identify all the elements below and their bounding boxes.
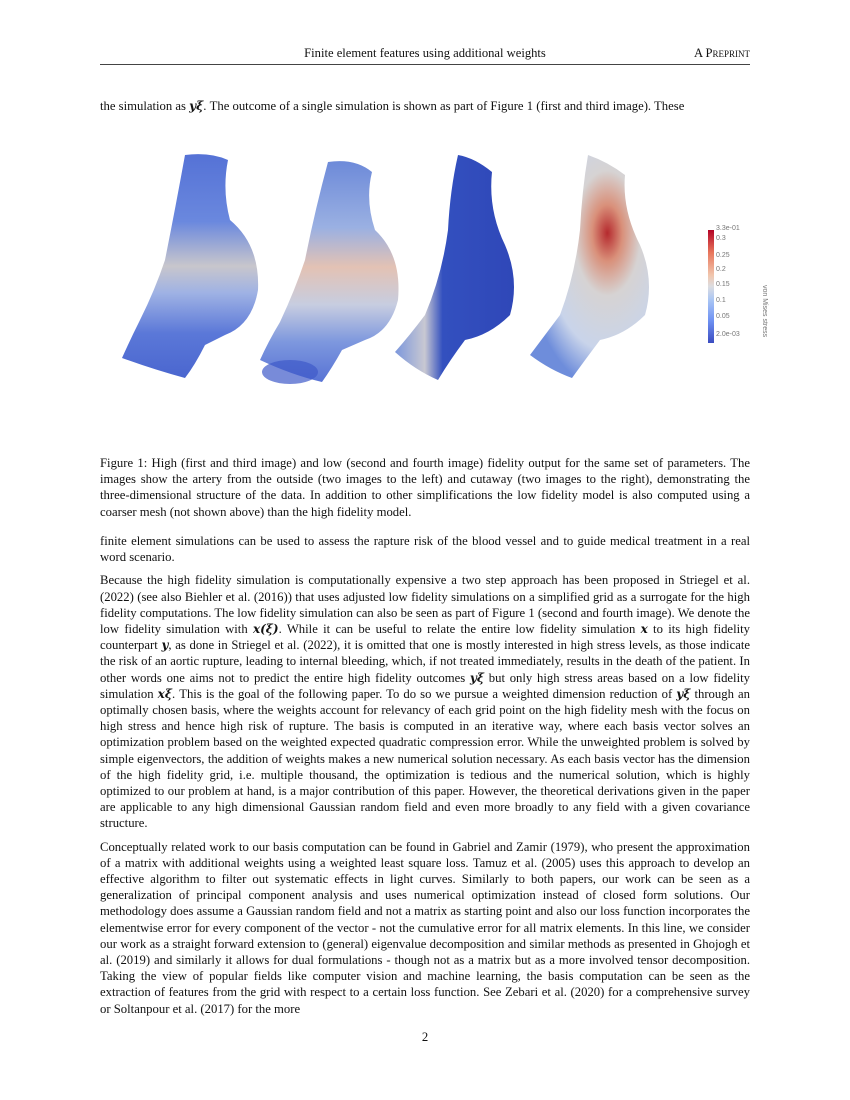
paragraph-1: finite element simulations can be used to assess the rapture risk of the blood vessel and to guide medical treatment in a real word scenario.: [100, 534, 750, 565]
panel-low-fidelity-cutaway: [530, 155, 649, 378]
colorbar-title: von Mises stress: [761, 285, 768, 338]
header-rule: [100, 64, 750, 65]
page-number: 2: [421, 1030, 429, 1044]
body-text: [100, 533, 750, 1024]
artery-renderings: [110, 150, 800, 395]
colorbar: [708, 230, 714, 343]
math-x: x: [640, 622, 648, 637]
intro-text: the simulation as: [100, 99, 190, 113]
colorbar-label: 0.25: [716, 252, 730, 259]
math-y-xi: yξ: [189, 99, 204, 113]
math-y: y: [161, 638, 169, 653]
colorbar-label: 0.2: [716, 266, 726, 273]
panel-high-fidelity-outside: [122, 154, 258, 378]
intro-line: [100, 98, 750, 114]
running-header: [100, 46, 750, 66]
p2-text: through an optimally chosen basis, where the weights account for relevancy of each grid point on the high fidelity mesh with the focus on high stress and hence high risk of rupture. The basis is computed in an iterative way, where each basis vector solves an optimization problem based on the weighted expected quadratic compression error. While the unweighted problem is solved by simple eigenvectors, the addition of weights makes a new numerical solution necessary. As each basis vector has the dimension of the high fidelity grid, i.e. multiple thousand, the optimization is tedious and the numerical solution, which is highly optimized to our problem at hand, is a major contribution of this paper. However, the theoretical derivations given in the paper are applicable to any high dimensional Gaussian random field and even more broadly to any field with a given covariance structure.: [100, 686, 750, 831]
colorbar-label: 0.1: [716, 297, 726, 304]
panel-low-fidelity-outside: [260, 161, 399, 384]
p2-text: , as done in Striegel et al. (2022), it is omitted that one is mostly interested in high stress levels, as those indicate the risk of an aortic rupture, leading to internal bleeding, which, if not treated immediately, results in the death of the patient. In other words one aims not to predict the entire high fidelity outcomes: [100, 638, 750, 685]
preprint-label: A Preprint: [693, 46, 750, 60]
colorbar-label: 0.3: [716, 235, 726, 242]
p2-text: . This is the goal of the following paper. To do so we pursue a weighted dimension reduction of: [171, 686, 677, 701]
paragraph-3: Conceptually related work to our basis computation can be found in Gabriel and Zamir (1979), who present the approximation of a matrix with additional weights using a weighted least square loss. Tamuz et al. (2005) uses this approach to develop an effective algorithm to filter out systematic effects in light curves. Similarly to both papers, our work can be seen as a generalization of principal component analysis and uses numerical optimization instead of closed form solutions. Our methodology does assume a Gaussian random field and not a matrix as starting point and also our loss function incorporates the elementwise error for every component of the vector - not the cumulative error for all matrix elements. In this line, we consider our work as a straight forward extension to (general) eigenvalue decomposition and similar methods as presented in Ghojogh et al. (2019) and similarly it allows for dual formulations - though not as a matrix but as a more involved tensor decomposition. Taking the view of popular fields like computer vision and machine learning, the basis computation can be seen as the extraction of features from the grid with respect to a certain loss function. See Zebari et al. (2020) for a comprehensive survey or Soltanpour et al. (2017) for the more: [100, 839, 750, 1016]
colorbar-label: 2.0e-03: [716, 331, 740, 338]
p2-text: Because the high fidelity simulation is computationally expensive a two step approach has been proposed in Striegel et al. (2022) (see also Biehler et al. (2016)) that uses adjusted low fidelity simulations on a simplified grid as a surrogate for the high fidelity computations. The low fidelity simulation can also be seen as part of Figure 1 (second and fourth image). We denote the low fidelity simulation with: [100, 573, 750, 637]
panel-high-fidelity-cutaway: [395, 155, 514, 380]
colorbar-label: 3.3e-01: [716, 225, 740, 232]
intro-text-cont: . The outcome of a single simulation is shown as part of Figure 1 (first and third image). These: [203, 99, 685, 113]
math-y-xi: yξ: [469, 670, 484, 685]
colorbar-label: 0.15: [716, 281, 730, 288]
colorbar-label: 0.05: [716, 313, 730, 320]
math-x-xi-fn: x(ξ): [252, 622, 279, 637]
paragraph-2: [100, 572, 750, 831]
figure-1: [110, 150, 800, 395]
p2-text: but only high stress areas based on a low fidelity simulation: [100, 670, 750, 701]
p2-text: to its high fidelity counterpart: [100, 622, 750, 653]
p2-text: . While it can be useful to relate the entire low fidelity simulation: [278, 622, 641, 637]
figure-caption: Figure 1: High (first and third image) and low (second and fourth image) fidelity output for the same set of parameters. The images show the artery from the outside (two images to the left) and cutaway (two images to the right), demonstrating the three-dimensional structure of the data. In addition to other simplifications the low fidelity model is also computed using a coarser mesh (not shown above) than the high fidelity model.: [100, 456, 750, 519]
math-x-xi: xξ: [157, 686, 172, 701]
running-title: Finite element features using additional weights: [304, 46, 546, 60]
math-y-xi: yξ: [676, 686, 691, 701]
